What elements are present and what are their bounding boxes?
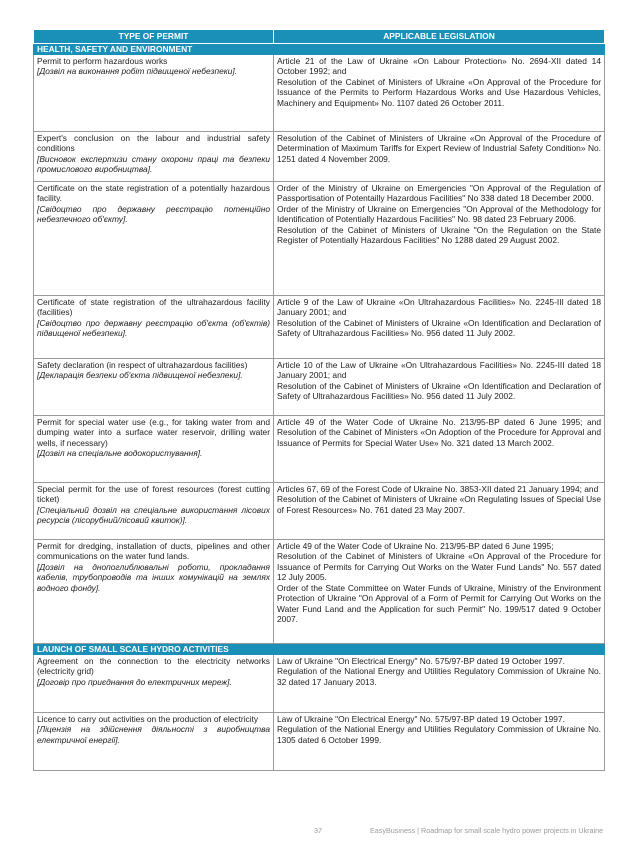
header-applicable-legislation: APPLICABLE LEGISLATION	[274, 30, 605, 44]
permit-ua-name: [Спеціальний дозвіл на спеціальне використання лісових ресурсів (лісорубний/лісовий квиток)].	[37, 504, 270, 526]
permit-name: Safety declaration (in respect of ultrahazardous facilities)	[37, 360, 248, 370]
permit-cell	[34, 182, 274, 296]
legislation-text: Resolution of the Cabinet of Ministers of Ukraine «On Approval of the Procedure for Issuance of Permits for Carrying Out Works on the Water Fund Lands" No. 557 dated 12 July 2005.	[277, 551, 601, 583]
table-row	[34, 655, 605, 713]
legislation-text: Articles 67, 69 of the Forest Code of Ukraine No. 3853-XII dated 21 January 1994; and	[277, 484, 599, 494]
permit-ua-name: [Дозвіл на спеціальне водокористування].	[37, 448, 203, 459]
legislation-text: Article 49 of the Water Code of Ukraine No. 213/95-BP dated 6 June 1995;	[277, 541, 554, 551]
permit-ua-name: [Дозвіл на днопоглиблювальні роботи, прокладання кабелів, трубопроводів та інших комунікацій на землях водного фонду].	[37, 561, 270, 593]
permit-name: Permit for special water use (e.g., for taking water from and dumping water into a surface water reservoir, drilling water wells, if necessary)	[37, 417, 270, 448]
permit-cell	[34, 540, 274, 644]
legislation-text: Resolution of the Cabinet of Ministers of Ukraine «On Approval of the Procedure of Determination of Maximum Tariffs for Expert Review of Industrial Safety Condition» No. 1251 dated 4 November 2009.	[277, 133, 601, 164]
section-row	[34, 44, 605, 55]
table-row	[34, 540, 605, 644]
table-row	[34, 132, 605, 182]
section-title: HEALTH, SAFETY AND ENVIRONMENT	[34, 44, 605, 55]
legislation-text: Resolution of the Cabinet of Ministers of Ukraine «On Approval of the Procedure for Issuance of the Permits to Perform Hazardous Works and Use Hazardous Vehicles, Machinery and Equipment» No. 1107 dated 26 October 2011.	[277, 76, 601, 108]
legislation-cell	[274, 296, 605, 359]
permit-cell	[34, 655, 274, 713]
legislation-text: Order of the State Committee on Water Funds of Ukraine, Ministry of the Environment Protection of Ukraine "On Approval of a Form of Permit for Carrying Out Works on the Water Fund Land and the Application for such Permit" No. 199/517 dated 9 October 2007.	[277, 582, 601, 625]
permits-table	[33, 29, 605, 771]
legislation-cell	[274, 655, 605, 713]
permit-cell	[34, 296, 274, 359]
permit-name: Certificate of state registration of the ultrahazardous facility (facilities)	[37, 297, 270, 318]
table-row	[34, 359, 605, 416]
header-type-of-permit: TYPE OF PERMIT	[34, 30, 274, 44]
legislation-text: Order of the Ministry of Ukraine on Emergencies "On Approval of the Regulation of Passportisation of Potentailly Hazardous Facilities" No 338 dated 18 December 2000.	[277, 183, 601, 204]
section-title: LAUNCH OF SMALL SCALE HYDRO ACTIVITIES	[34, 644, 605, 655]
legislation-text: Law of Ukraine "On Electrical Energy" No. 575/97-BP dated 19 October 1997.	[277, 656, 565, 666]
permit-ua-name: [Свідоцтво про державну реєстрацію потенційно небезпечного об'єкту].	[37, 203, 270, 225]
legislation-cell	[274, 713, 605, 771]
permit-name: Permit for dredging, installation of ducts, pipelines and other communications on the water fund lands.	[37, 541, 270, 562]
permit-ua-name: [Ліцензія на здійснення діяльності з виробництва електричної енергії].	[37, 724, 270, 745]
legislation-text: Resolution of the Cabinet of Ministers of Ukraine «On Identification and Declaration of Safety of Ultrahazardous Facilities» No. 956 dated 11 July 2002.	[277, 317, 601, 339]
legislation-cell	[274, 132, 605, 182]
permit-cell	[34, 359, 274, 416]
table-row	[34, 416, 605, 483]
permit-name: Permit to perform hazardous works	[37, 56, 168, 66]
permit-cell	[34, 55, 274, 132]
legislation-cell	[274, 483, 605, 540]
permit-name: Licence to carry out activities on the production of electricity	[37, 714, 259, 724]
legislation-cell	[274, 416, 605, 483]
table-row	[34, 182, 605, 296]
permit-ua-name: [Договір про приєднання до електричних мереж].	[37, 676, 232, 687]
table-row	[34, 713, 605, 771]
legislation-text: Resolution of the Cabinet of Ministers of Ukraine «On Identification and Declaration of Safety of Ultrahazardous Facilities» No. 956 dated 11 July 2002.	[277, 380, 601, 402]
permit-ua-name: [Свідоцтво про державну реєстрацію об'єкта (об'єктів) підвищеної небезпеки].	[37, 317, 270, 339]
legislation-text: Article 21 of the Law of Ukraine «On Labour Protection» No. 2694-XII dated 14 October 1992; and	[277, 56, 601, 77]
permit-cell	[34, 132, 274, 182]
legislation-text: Article 9 of the Law of Ukraine «On Ultrahazardous Facilities» No. 2245-III dated 18 January 2001; and	[277, 297, 601, 318]
permit-name: Expert's conclusion on the labour and industrial safety conditions	[37, 133, 270, 154]
permit-cell	[34, 416, 274, 483]
legislation-text: Resolution of the Cabinet of Ministers of Ukraine "On the Regulation on the State Register of Potentially Hazardous Facilities" No 1288 dated 29 August 2002.	[277, 224, 601, 246]
table-row	[34, 483, 605, 540]
permit-ua-name: [Дозвіл на виконання робіт підвищеної небезпеки].	[37, 66, 238, 77]
legislation-text: Regulation of the National Energy and Utilities Regulatory Commission of Ukraine No. 32 dated 17 January 2013.	[277, 666, 601, 687]
legislation-cell	[274, 540, 605, 644]
legislation-text: Article 10 of the Law of Ukraine «On Ultrahazardous Facilities» No. 2245-III dated 18 January 2001; and	[277, 360, 601, 381]
permit-name: Certificate on the state registration of a potentially hazardous facility.	[37, 183, 270, 204]
permit-name: Agreement on the connection to the electricity networks (electricity grid)	[37, 656, 270, 677]
section-row	[34, 644, 605, 655]
permit-name: Special permit for the use of forest resources (forest cutting ticket)	[37, 484, 270, 505]
permit-ua-name: [Висновок експертизи стану охорони праці та безпеки промислового виробництва].	[37, 153, 270, 175]
table-header-row	[34, 30, 605, 44]
permit-ua-name: [Декларація безпеки об'єкта підвищеної небезпеки].	[37, 370, 243, 381]
table-row	[34, 296, 605, 359]
permit-cell	[34, 713, 274, 771]
footer-text: EasyBusiness | Roadmap for small scale hydro power projects in Ukraine	[370, 826, 604, 835]
page-number: 37	[314, 826, 322, 835]
legislation-cell	[274, 182, 605, 296]
legislation-cell	[274, 359, 605, 416]
legislation-cell	[274, 55, 605, 132]
permit-cell	[34, 483, 274, 540]
legislation-text: Order of the Ministry of Ukraine on Emergencies "On Approval of the Methodology for Identification of Potentially Hazardous Facilities" No. 98 dated 23 February 2006.	[277, 203, 601, 225]
legislation-text: Article 49 of the Water Code of Ukraine No. 213/95-BP dated 6 June 1995; and Resolution of the Cabinet of Ministers «On Adoption of the Procedure for Approval and Issuance of Permits for Special Water Use» No. 321 dated 13 March 2002.	[277, 417, 601, 448]
table-row	[34, 55, 605, 132]
legislation-text: Law of Ukraine "On Electrical Energy" No. 575/97-BP dated 19 October 1997.	[277, 714, 565, 724]
legislation-text: Resolution of the Cabinet of Ministers of Ukraine «On Regulating Issues of Special Use of Forest Resources» No. 761 dated 23 May 2007.	[277, 494, 601, 515]
legislation-text: Regulation of the National Energy and Utilities Regulatory Commission of Ukraine No. 1305 dated 6 October 1999.	[277, 724, 601, 745]
